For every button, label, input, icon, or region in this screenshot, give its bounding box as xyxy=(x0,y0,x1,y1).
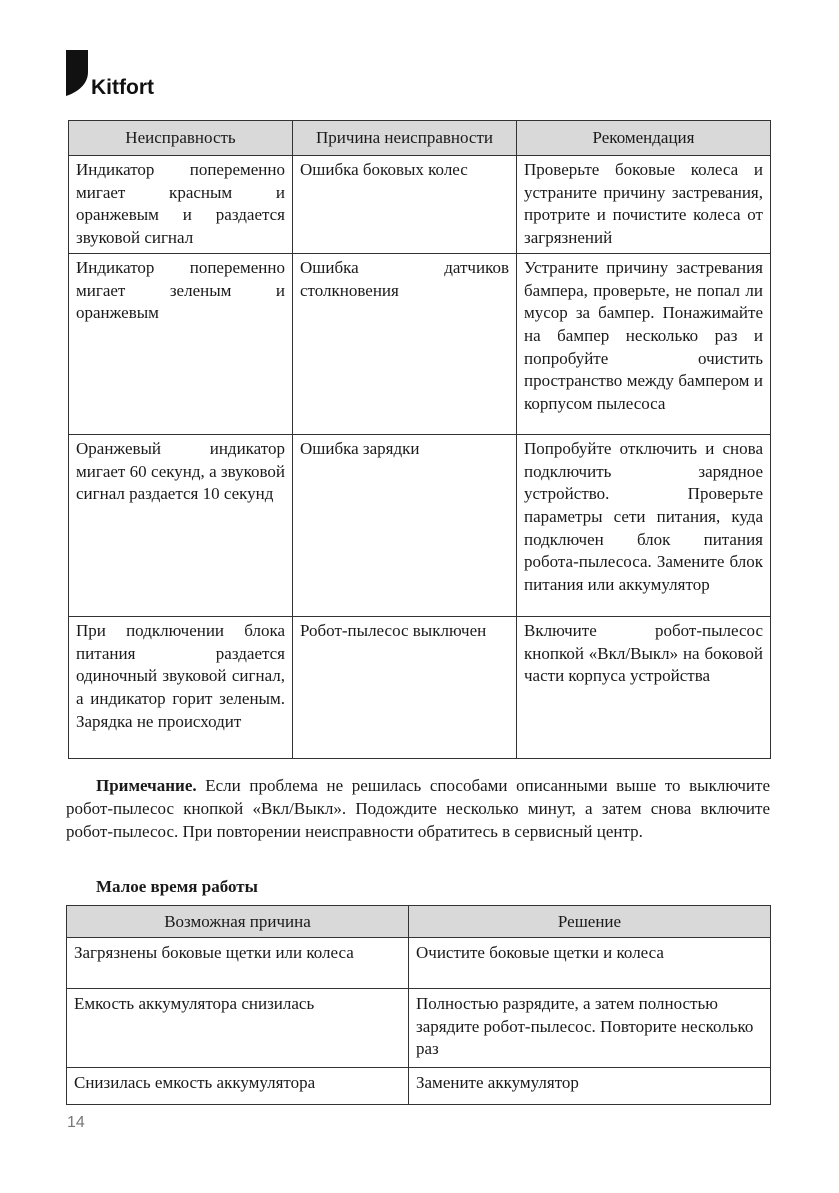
table-row xyxy=(67,938,771,989)
table-row xyxy=(67,1067,771,1104)
note-paragraph xyxy=(66,774,770,843)
table-row xyxy=(69,616,771,758)
cause-cell: Емкость аккумулятора снизилась xyxy=(67,989,409,1068)
cause-cell: Ошибка датчиков столкновения xyxy=(293,253,517,434)
fault-cell: Индикатор попеременно мигает красным и оранжевым и раздается звуковой сигнал xyxy=(69,156,293,254)
cause-cell: Загрязнены боковые щетки или колеса xyxy=(67,938,409,989)
solution-cell: Очистите боковые щетки и колеса xyxy=(409,938,771,989)
table-row xyxy=(69,434,771,616)
brand-name: Kitfort xyxy=(91,76,154,99)
section-title: Малое время работы xyxy=(96,877,258,896)
cause-cell: Ошибка зарядки xyxy=(293,434,517,616)
cause-cell: Робот-пылесос выключен xyxy=(293,616,517,758)
column-header: Неисправность xyxy=(69,121,293,156)
brand-logo xyxy=(66,50,216,100)
recommendation-cell: Включите робот-пылесос кнопкой «Вкл/Выкл» на боковой части корпуса устройства xyxy=(517,616,771,758)
recommendation-cell: Попробуйте отключить и снова подключить зарядное устройство. Проверьте параметры сети питания, куда подключен блок питания робота-пылесоса. Замените блок питания или аккумулятор xyxy=(517,434,771,616)
kitfort-logo-icon xyxy=(66,50,90,96)
table-row xyxy=(67,989,771,1068)
table-header-row xyxy=(67,906,771,938)
fault-cell: Индикатор попеременно мигает зеленым и оранжевым xyxy=(69,253,293,434)
column-header: Решение xyxy=(409,906,771,938)
recommendation-cell: Устраните причину застревания бампера, проверьте, не попал ли мусор за бампер. Понажимайте на бампер несколько раз и попробуйте очистить пространство между бампером и корпусом пылесоса xyxy=(517,253,771,434)
column-header: Причина неисправности xyxy=(293,121,517,156)
page-number: 14 xyxy=(67,1114,85,1131)
fault-cell: Оранжевый индикатор мигает 60 секунд, а звуковой сигнал раздается 10 секунд xyxy=(69,434,293,616)
solution-cell: Замените аккумулятор xyxy=(409,1067,771,1104)
fault-cell: При подключении блока питания раздается одиночный звуковой сигнал, а индикатор горит зеленым. Зарядка не происходит xyxy=(69,616,293,758)
recommendation-cell: Проверьте боковые колеса и устраните причину застревания, протрите и почистите колеса от загрязнений xyxy=(517,156,771,254)
cause-cell: Снизилась емкость аккумулятора xyxy=(67,1067,409,1104)
note-text: Если проблема не решилась способами описанными выше то выключите робот-пылесос кнопкой «Вкл/Выкл». Подождите несколько минут, а затем снова включите робот-пылесос. При повторении неисправности обратитесь в сервисный центр. xyxy=(66,776,770,841)
cause-cell: Ошибка боковых колес xyxy=(293,156,517,254)
note-label: Примечание. xyxy=(96,776,197,795)
troubleshooting-table xyxy=(68,120,771,759)
table-header-row xyxy=(69,121,771,156)
column-header: Возможная причина xyxy=(67,906,409,938)
table-row xyxy=(69,253,771,434)
short-runtime-table xyxy=(66,905,771,1105)
column-header: Рекомендация xyxy=(517,121,771,156)
solution-cell: Полностью разрядите, а затем полностью зарядите робот-пылесос. Повторите несколько раз xyxy=(409,989,771,1068)
table-row xyxy=(69,156,771,254)
